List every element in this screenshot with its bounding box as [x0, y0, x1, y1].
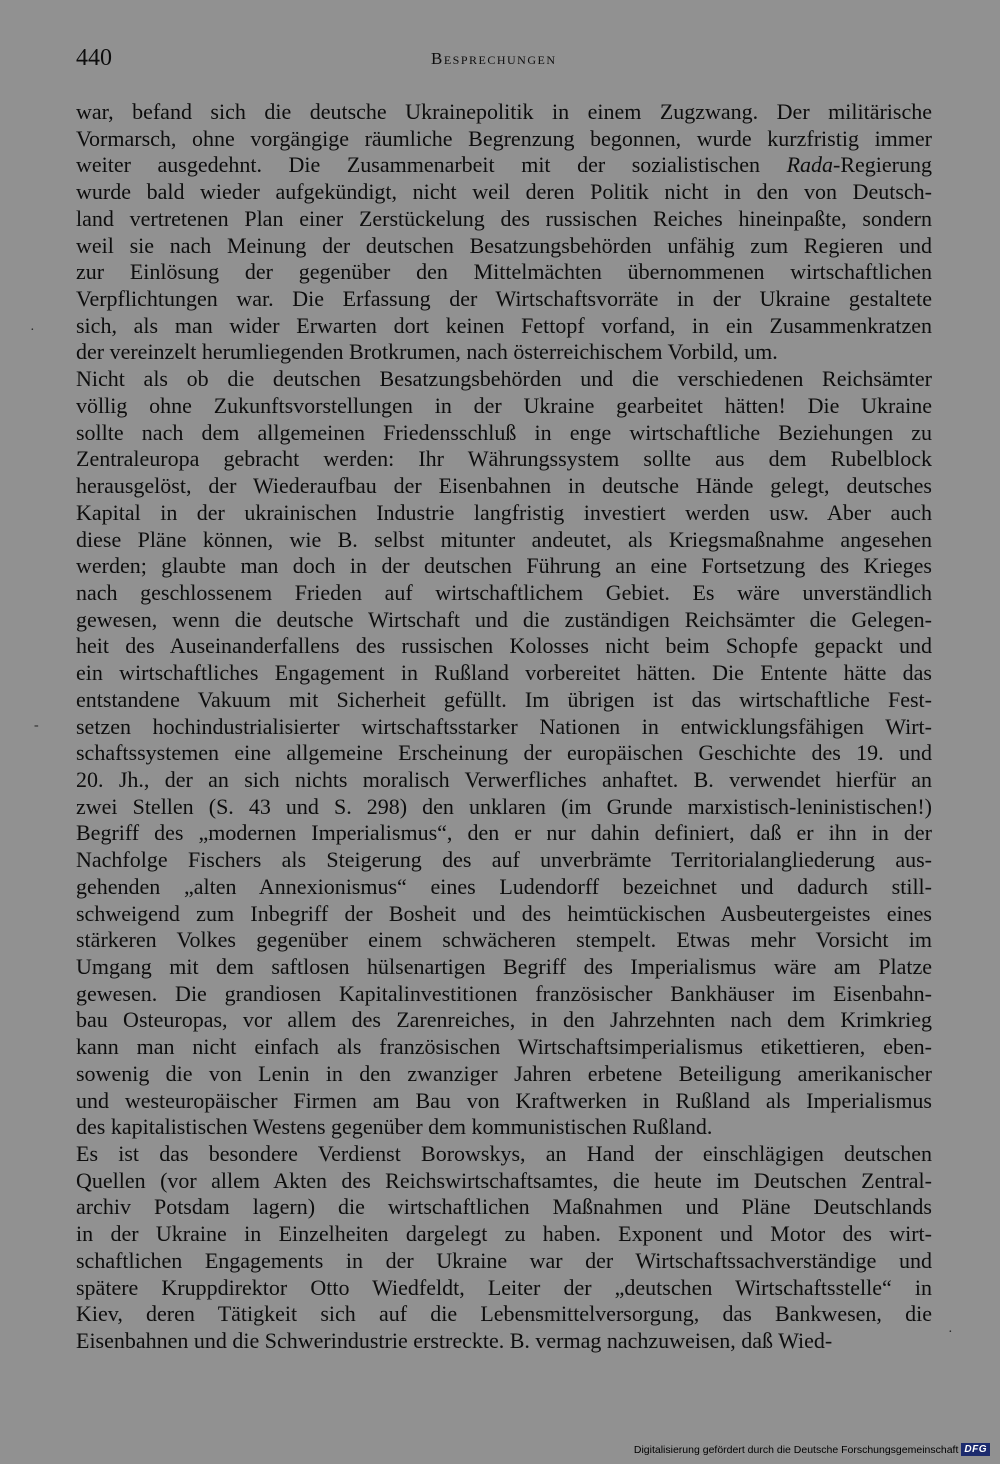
text-segment: Kapital in der ukrainischen Industrie langfristig investiert werden usw. Aber auch	[76, 499, 932, 525]
text-line	[76, 206, 932, 233]
dfg-logo: DFG	[961, 1443, 990, 1456]
text-segment: archiv Potsdam lagern) die wirtschaftlichen Maßnahmen und Pläne Deutschlands	[76, 1194, 932, 1220]
text-segment: Kiev, deren Tätigkeit sich auf die Lebensmittelversorgung, das Bankwesen, die	[76, 1301, 932, 1327]
text-line	[76, 1007, 932, 1034]
text-segment: Umgang mit dem saftlosen hülsenartigen Begriff des Imperialismus wäre am Platze	[76, 954, 932, 979]
text-line	[76, 794, 932, 821]
text-segment: weil sie nach Meinung der deutschen Besatzungsbehörden unfähig zum Regieren und	[76, 232, 932, 258]
text-segment: Nicht als ob die deutschen Besatzungsbehörden und die verschiedenen Reichsämter	[76, 366, 932, 392]
text-line	[76, 687, 932, 714]
margin-dot: ·	[30, 323, 35, 338]
text-line	[76, 820, 932, 847]
text-line	[76, 874, 932, 901]
text-segment: Es ist das besondere Verdienst Borowskys, an Hand der einschlägigen deutschen	[76, 1141, 932, 1167]
text-line	[76, 633, 932, 660]
page-number: 440	[76, 45, 112, 71]
text-line	[76, 286, 932, 313]
text-segment: 20. Jh., der an sich nichts moralisch Verwerfliches anhaftet. B. verwendet hierfür an	[76, 766, 932, 792]
text-line	[76, 259, 932, 286]
text-segment: schaftlichen Engagements in der Ukraine war der Wirtschaftssachverständige und	[76, 1247, 932, 1273]
text-line	[76, 847, 932, 874]
text-line	[76, 607, 932, 634]
text-segment: Begriff des „modernen Imperialismus“, den er nur dahin definiert, daß er ihn in der	[76, 820, 932, 846]
text-segment: herausgelöst, der Wiederaufbau der Eisenbahnen in deutsche Hände gelegt, deutsches	[76, 473, 932, 499]
text-line	[76, 1061, 932, 1088]
text-segment: zur Einlösung der gegenüber den Mittelmächten übernommenen wirtschaftlichen	[76, 259, 932, 285]
text-segment: stärkeren Volkes gegenüber einem schwächeren stempelt. Etwas mehr Vorsicht im	[76, 927, 932, 953]
text-line	[76, 1301, 932, 1328]
text-line	[76, 1275, 932, 1302]
text-segment: Eisenbahnen und die Schwerindustrie erstreckte. B. vermag nachzuweisen, daß Wied-	[76, 1328, 833, 1354]
text-line	[76, 313, 932, 340]
text-line	[76, 99, 932, 126]
text-line	[76, 954, 932, 981]
text-segment: bau Osteuropas, vor allem des Zarenreiches, in den Jahrzehnten nach dem Krimkrieg	[76, 1007, 932, 1033]
italic-term: Rada	[786, 152, 834, 178]
text-line	[76, 1088, 932, 1115]
text-segment: Quellen (vor allem Akten des Reichswirtschaftsamtes, die heute im Deutschen Zentral-	[76, 1167, 932, 1193]
text-line	[76, 981, 932, 1008]
text-line	[76, 473, 932, 500]
margin-dash: -	[34, 718, 39, 733]
text-line	[76, 553, 932, 580]
text-segment: kann man nicht einfach als französischen Wirtschaftsimperialismus etikettieren, eben-	[76, 1034, 932, 1060]
text-line	[76, 1194, 932, 1221]
text-line	[76, 1221, 932, 1248]
text-segment: des kapitalistischen Westens gegenüber dem kommunistischen Rußland.	[76, 1114, 713, 1140]
text-segment: der vereinzelt herumliegenden Brotkrumen, nach österreichischem Vorbild, um.	[76, 339, 778, 365]
text-line	[76, 767, 932, 794]
text-line	[76, 339, 932, 366]
text-segment: sich, als man wider Erwarten dort keinen Fettopf vorfand, in ein Zusammenkratzen	[76, 312, 932, 338]
text-segment: diese Pläne können, wie B. selbst mitunter andeutet, als Kriegsmaßnahme angesehen	[76, 526, 932, 552]
text-segment: schweigend zum Inbegriff der Bosheit und des heimtückischen Ausbeutergeistes eines	[76, 900, 932, 926]
text-segment: sollte nach dem allgemeinen Friedensschluß in enge wirtschaftliche Beziehungen zu	[76, 419, 932, 445]
text-segment: und westeuropäischer Firmen am Bau von Kraftwerken in Rußland als Imperialismus	[76, 1087, 932, 1113]
text-segment: gewesen, wenn die deutsche Wirtschaft und die zuständigen Reichsämter die Gelegen-	[76, 606, 932, 632]
text-segment: spätere Kruppdirektor Otto Wiedfeldt, Leiter der „deutschen Wirtschaftsstelle“ in	[76, 1274, 932, 1300]
text-line	[76, 420, 932, 447]
text-line	[76, 660, 932, 687]
text-segment: Verpflichtungen war. Die Erfassung der Wirtschaftsvorräte in der Ukraine gestaltete	[76, 286, 932, 312]
text-line	[76, 1114, 932, 1141]
running-head: Besprechungen	[431, 49, 557, 68]
text-segment: weiter ausgedehnt. Die Zusammenarbeit mit der sozialistischen	[76, 152, 787, 178]
text-line	[76, 126, 932, 153]
text-line	[76, 1168, 932, 1195]
body-text	[76, 99, 932, 1355]
text-line	[76, 580, 932, 607]
text-segment: Nachfolge Fischers als Steigerung des auf unverbrämte Territorialangliederung aus-	[76, 847, 932, 873]
text-segment: werden; glaubte man doch in der deutschen Führung an eine Fortsetzung des Krieges	[76, 553, 932, 579]
text-line	[76, 366, 932, 393]
text-segment: heit des Auseinanderfallens des russischen Kolosses nicht beim Schopfe gepackt und	[76, 633, 932, 659]
text-segment: war, befand sich die deutsche Ukrainepolitik in einem Zugzwang. Der militärische	[76, 99, 932, 124]
text-segment: -Regierung	[833, 152, 932, 178]
text-line	[76, 393, 932, 420]
text-segment: setzen hochindustrialisierter wirtschaftsstarker Nationen in entwicklungsfähigen Wirt-	[76, 713, 932, 739]
text-segment: gehenden „alten Annexionismus“ eines Ludendorff bezeichnet und dadurch still-	[76, 873, 932, 899]
page-header	[76, 44, 932, 74]
margin-dot: ·	[948, 1325, 953, 1340]
footer-text: Digitalisierung gefördert durch die Deutsche Forschungsgemeinschaft	[633, 1443, 959, 1456]
text-segment: gewesen. Die grandiosen Kapitalinvestitionen französischer Bankhäuser im Eisenbahn-	[76, 980, 932, 1006]
text-line	[76, 1328, 932, 1355]
text-segment: entstandene Vakuum mit Sicherheit gefüllt. Im übrigen ist das wirtschaftliche Fest-	[76, 686, 932, 712]
text-line	[76, 714, 932, 741]
text-segment: nach geschlossenem Frieden auf wirtschaftlichem Gebiet. Es wäre unverständlich	[76, 579, 932, 605]
text-line	[76, 927, 932, 954]
text-line	[76, 500, 932, 527]
text-segment: land vertretenen Plan einer Zerstückelung des russischen Reiches hineinpaßte, sondern	[76, 205, 932, 231]
text-segment: sowenig die von Lenin in den zwanziger Jahren erbetene Beteiligung amerikanischer	[76, 1060, 932, 1086]
text-segment: in der Ukraine in Einzelheiten dargelegt zu haben. Exponent und Motor des wirt-	[76, 1221, 932, 1247]
text-segment: ein wirtschaftliches Engagement in Rußland vorbereitet hätten. Die Entente hätte das	[76, 660, 932, 686]
text-segment: Zentraleuropa gebracht werden: Ihr Währungssystem sollte aus dem Rubelblock	[76, 446, 932, 472]
text-line	[76, 1248, 932, 1275]
text-line	[76, 152, 932, 179]
text-line	[76, 1034, 932, 1061]
text-line	[76, 446, 932, 473]
text-line	[76, 1141, 932, 1168]
text-segment: völlig ohne Zukunftsvorstellungen in der Ukraine gearbeitet hätten! Die Ukraine	[76, 392, 932, 418]
text-line	[76, 527, 932, 554]
footer	[634, 1443, 990, 1456]
text-segment: schaftssystemen eine allgemeine Erscheinung der europäischen Geschichte des 19. und	[76, 740, 932, 766]
text-line	[76, 740, 932, 767]
text-segment: wurde bald wieder aufgekündigt, nicht weil deren Politik nicht in den von Deutsch-	[76, 179, 932, 205]
text-segment: zwei Stellen (S. 43 und S. 298) den unklaren (im Grunde marxistisch-leninistischen!)	[76, 793, 932, 819]
text-line	[76, 233, 932, 260]
text-line	[76, 179, 932, 206]
text-line	[76, 901, 932, 928]
text-segment: Vormarsch, ohne vorgängige räumliche Begrenzung begonnen, wurde kurzfristig immer	[76, 125, 932, 151]
